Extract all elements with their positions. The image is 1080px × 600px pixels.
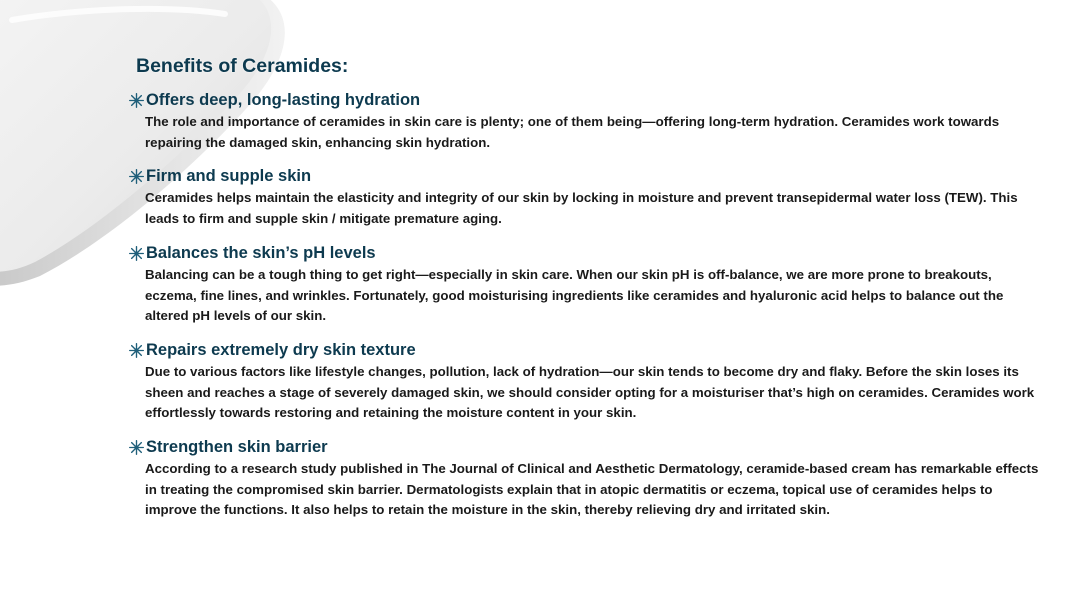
sparkle-bullet-icon bbox=[128, 245, 145, 262]
benefit-item bbox=[128, 243, 1043, 327]
benefit-item bbox=[128, 166, 1043, 229]
benefit-description: Ceramides helps maintain the elasticity and integrity of our skin by locking in moisture and prevent transepidermal water loss (TEW). This leads to firm and supple skin / mitigate premature aging. bbox=[145, 190, 1018, 227]
page-title: Benefits of Ceramides: bbox=[136, 55, 349, 77]
benefit-heading bbox=[128, 243, 1043, 264]
benefit-description: Balancing can be a tough thing to get right—especially in skin care. When our skin pH is off-balance, we are more prone to breakouts, eczema, fine lines, and wrinkles. Fortunately, good moisturising ingredients like ceramides and hyaluronic acid helps to balance out the altered pH levels of our skin. bbox=[145, 266, 1004, 324]
benefit-heading bbox=[128, 437, 1043, 458]
benefit-heading bbox=[128, 340, 1043, 361]
benefit-description: According to a research study published in The Journal of Clinical and Aesthetic Dermatology, ceramide-based cream has remarkable effects in treating the compromised skin barrier. Dermatologists explain that in atopic dermatitis or eczema, topical use of ceramides helps to improve the functions. It also helps to retain the moisture in the skin, thereby relieving dry and irritated skin. bbox=[145, 461, 1039, 518]
benefit-heading-text: Balances the skin’s pH levels bbox=[146, 243, 376, 262]
benefit-item bbox=[128, 340, 1043, 424]
sparkle-bullet-icon bbox=[128, 168, 145, 185]
benefit-item bbox=[128, 437, 1043, 521]
benefit-heading-text: Repairs extremely dry skin texture bbox=[146, 340, 416, 359]
sparkle-bullet-icon bbox=[128, 92, 145, 109]
benefit-description: The role and importance of ceramides in skin care is plenty; one of them being—offering long-term hydration. Ceramides work towards repairing the damaged skin, enhancing skin hydration. bbox=[145, 114, 1000, 150]
benefit-heading bbox=[128, 166, 1043, 187]
benefits-content bbox=[128, 54, 1043, 534]
benefit-description: Due to various factors like lifestyle changes, pollution, lack of hydration—our skin tends to become dry and flaky. Before the skin loses its sheen and reaches a stage of severely damaged skin, we should consider opting for a moisturiser that’s high on ceramides. Ceramides work effortlessly towards restoring and retaining the moisture content in your skin. bbox=[145, 363, 1035, 421]
benefit-heading bbox=[128, 90, 1043, 111]
benefit-heading-text: Offers deep, long-lasting hydration bbox=[146, 91, 421, 109]
sparkle-bullet-icon bbox=[128, 439, 145, 456]
benefit-item bbox=[128, 90, 1043, 153]
benefit-heading-text: Firm and supple skin bbox=[146, 167, 312, 186]
benefit-heading-text: Strengthen skin barrier bbox=[146, 438, 328, 457]
sparkle-bullet-icon bbox=[128, 342, 145, 359]
